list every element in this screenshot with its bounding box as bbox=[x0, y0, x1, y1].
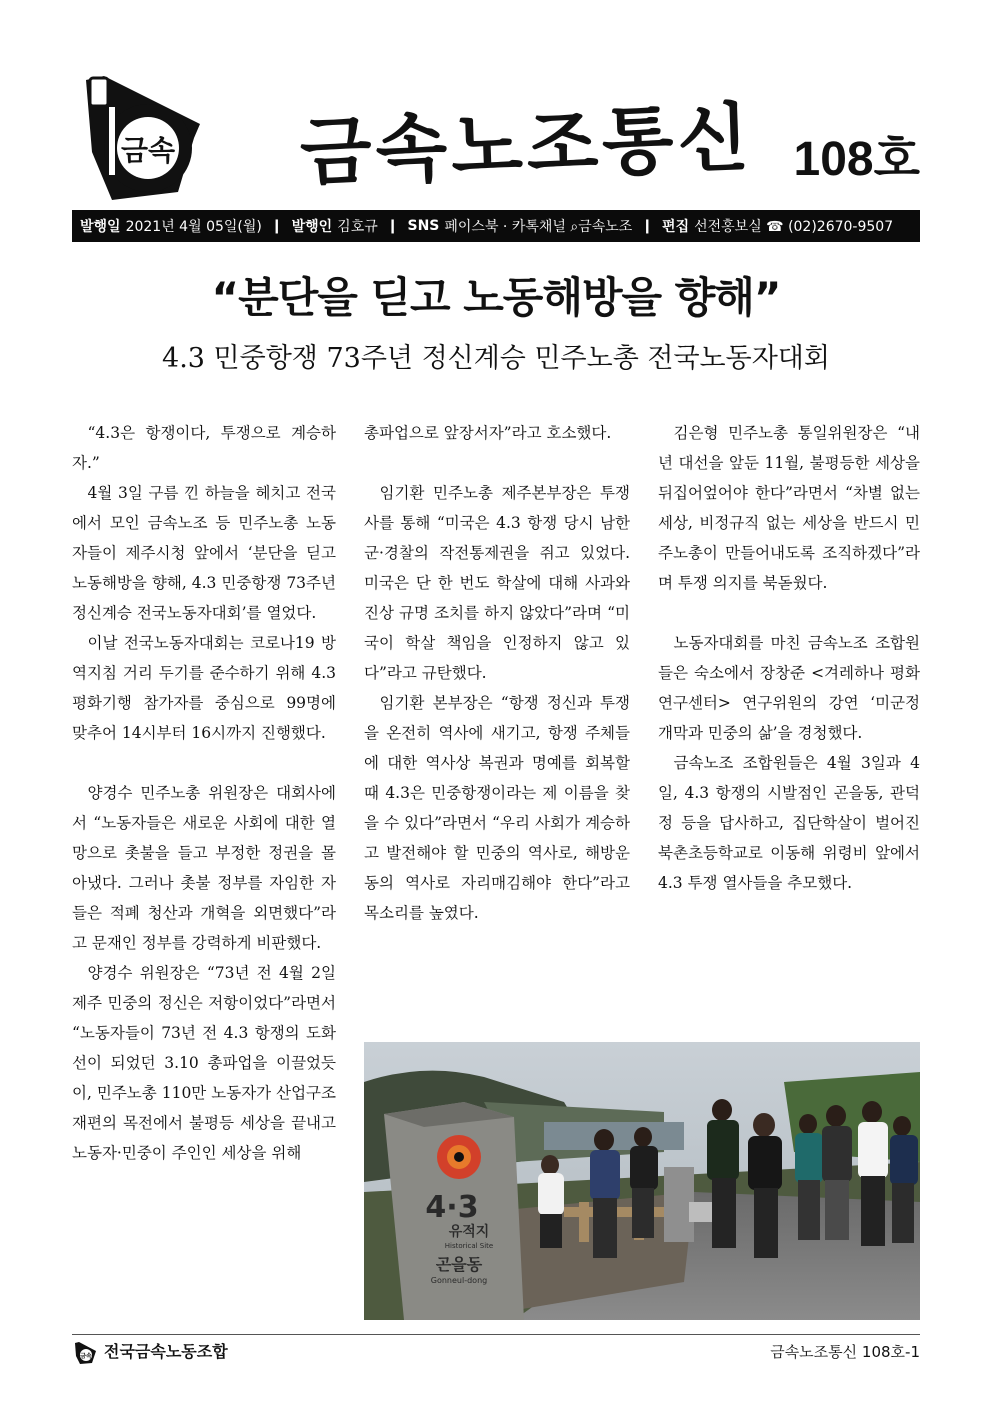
footer-logo bbox=[74, 1341, 98, 1365]
newsletter-title: 금속노조통신 bbox=[298, 94, 755, 197]
pub-date: 2021년 4월 05일(월) bbox=[125, 219, 262, 235]
editor-label: 편집 bbox=[662, 219, 690, 235]
publisher: 김호규 bbox=[337, 219, 378, 235]
footer-divider bbox=[72, 1334, 920, 1335]
union-logo bbox=[82, 72, 212, 202]
stone-label: 유적지 bbox=[448, 1224, 490, 1240]
sns-label: SNS bbox=[407, 218, 440, 234]
editor: 선전홍보실 ☎ (02)2670-9507 bbox=[694, 219, 894, 235]
paragraph: 총파업으로 앞장서자”라고 호소했다. bbox=[364, 424, 612, 442]
stone-number: 4·3 bbox=[425, 1190, 479, 1225]
article-headline: “분단을 딛고 노동해방을 향해” bbox=[211, 273, 781, 322]
paragraph: 김은형 민주노총 통일위원장은 “내년 대선을 앞둔 11월, 불평등한 세상을 뒤집어엎어야 한다”라면서 “차별 없는 세상, 비정규직 없는 세상을 반드시 민주노총이 만들어내도록 조직하겠다”라며 투쟁 의지를 북돋웠다. bbox=[658, 424, 920, 592]
paragraph: 양경수 위원장은 “73년 전 4월 2일 제주 민중의 정신은 저항이었다”라면서 “노동자들이 73년 전 4.3 항쟁의 도화선이 되었던 3.10 총파업을 이끌었듯이, 민주노총 110만 노동자가 산업구조 재편의 목전에서 불평등 세상을 끝내고 노동자·민중이 주인인 세상을 위해 bbox=[72, 964, 336, 1162]
paragraph-gap bbox=[364, 448, 630, 478]
stone-place: 곤을동 bbox=[435, 1255, 483, 1274]
paragraph: 임기환 민주노총 제주본부장은 투쟁사를 통해 “미국은 4.3 항쟁 당시 남한 군·경찰의 작전통제권을 쥐고 있었다. 미국은 단 한 번도 학살에 대해 사과와 진상 규명 조치를 하지 않았다”라며 “미국이 학살 책임을 인정하지 않고 있다”라고 규탄했다. bbox=[364, 484, 630, 682]
paragraph: 4월 3일 구름 낀 하늘을 헤치고 전국에서 모인 금속노조 등 민주노총 노동자들이 제주시청 앞에서 ‘분단을 딛고 노동해방을 향해, 4.3 민중항쟁 73주년 정신계승 전국노동자대회’를 열었다. bbox=[72, 484, 336, 622]
issue-number: 108호 bbox=[793, 133, 920, 186]
article-column-2 bbox=[364, 418, 630, 928]
event-photo bbox=[364, 1042, 920, 1320]
paragraph: “4.3은 항쟁이다, 투쟁으로 계승하자.” bbox=[72, 424, 336, 472]
paragraph: 금속노조 조합원들은 4월 3일과 4일, 4.3 항쟁의 시발점인 곤을동, 관덕정 등을 답사하고, 집단학살이 벌어진 북촌초등학교로 이동해 위령비 앞에서 4.3 투쟁 열사들을 추모했다. bbox=[658, 754, 920, 892]
page-number: 금속노조통신 108호-1 bbox=[770, 1343, 920, 1361]
footer-organization: 전국금속노동조합 bbox=[104, 1342, 228, 1361]
paragraph: 양경수 민주노총 위원장은 대회사에서 “노동자들은 새로운 사회에 대한 열망으로 촛불을 들고 부정한 정권을 몰아냈다. 그러나 촛불 정부를 자임한 자들은 적폐 청산과 개혁을 외면했다”라고 문재인 정부를 강력하게 비판했다. bbox=[72, 784, 336, 952]
stone-sublabel: Historical Site bbox=[444, 1242, 494, 1250]
logo-text: 금속 bbox=[120, 134, 176, 167]
article-column-3 bbox=[658, 418, 920, 898]
paragraph-gap bbox=[658, 598, 920, 628]
separator: ❙ bbox=[270, 218, 283, 234]
publication-info-bar bbox=[72, 210, 920, 242]
article-column-1 bbox=[72, 418, 336, 1168]
paragraph: 임기환 본부장은 “항쟁 정신과 투쟁을 온전히 역사에 새기고, 항쟁 주체들에 대한 역사상 복권과 명예를 회복할 때 4.3은 민중항쟁이라는 제 이름을 찾을 수 있다”라면서 “우리 사회가 계승하고 발전해야 할 민중의 역사로, 해방운동의 역사로 자리매김해야 한다”라고 목소리를 높였다. bbox=[364, 694, 630, 922]
separator: ❙ bbox=[641, 218, 654, 234]
pub-date-label: 발행일 bbox=[80, 219, 121, 235]
separator: ❙ bbox=[386, 218, 399, 234]
paragraph: 노동자대회를 마친 금속노조 조합원들은 숙소에서 장창준 <겨레하나 평화연구센터> 연구위원의 강연 ‘미군정 개막과 민중의 삶’을 경청했다. bbox=[658, 634, 920, 742]
paragraph: 이날 전국노동자대회는 코로나19 방역지침 거리 두기를 준수하기 위해 4.3 평화기행 참가자를 중심으로 99명에 맞추어 14시부터 16시까지 진행했다. bbox=[72, 634, 336, 742]
article-subheadline: 4.3 민중항쟁 73주년 정신계승 민주노총 전국노동자대회 bbox=[162, 343, 830, 374]
paragraph-gap bbox=[72, 748, 336, 778]
publisher-label: 발행인 bbox=[291, 219, 333, 235]
footer-logo-text: 금속 bbox=[80, 1353, 92, 1360]
stone-place-roman: Gonneul-dong bbox=[430, 1276, 488, 1285]
sns: 페이스북 · 카톡채널 ⌕금속노조 bbox=[444, 219, 633, 235]
